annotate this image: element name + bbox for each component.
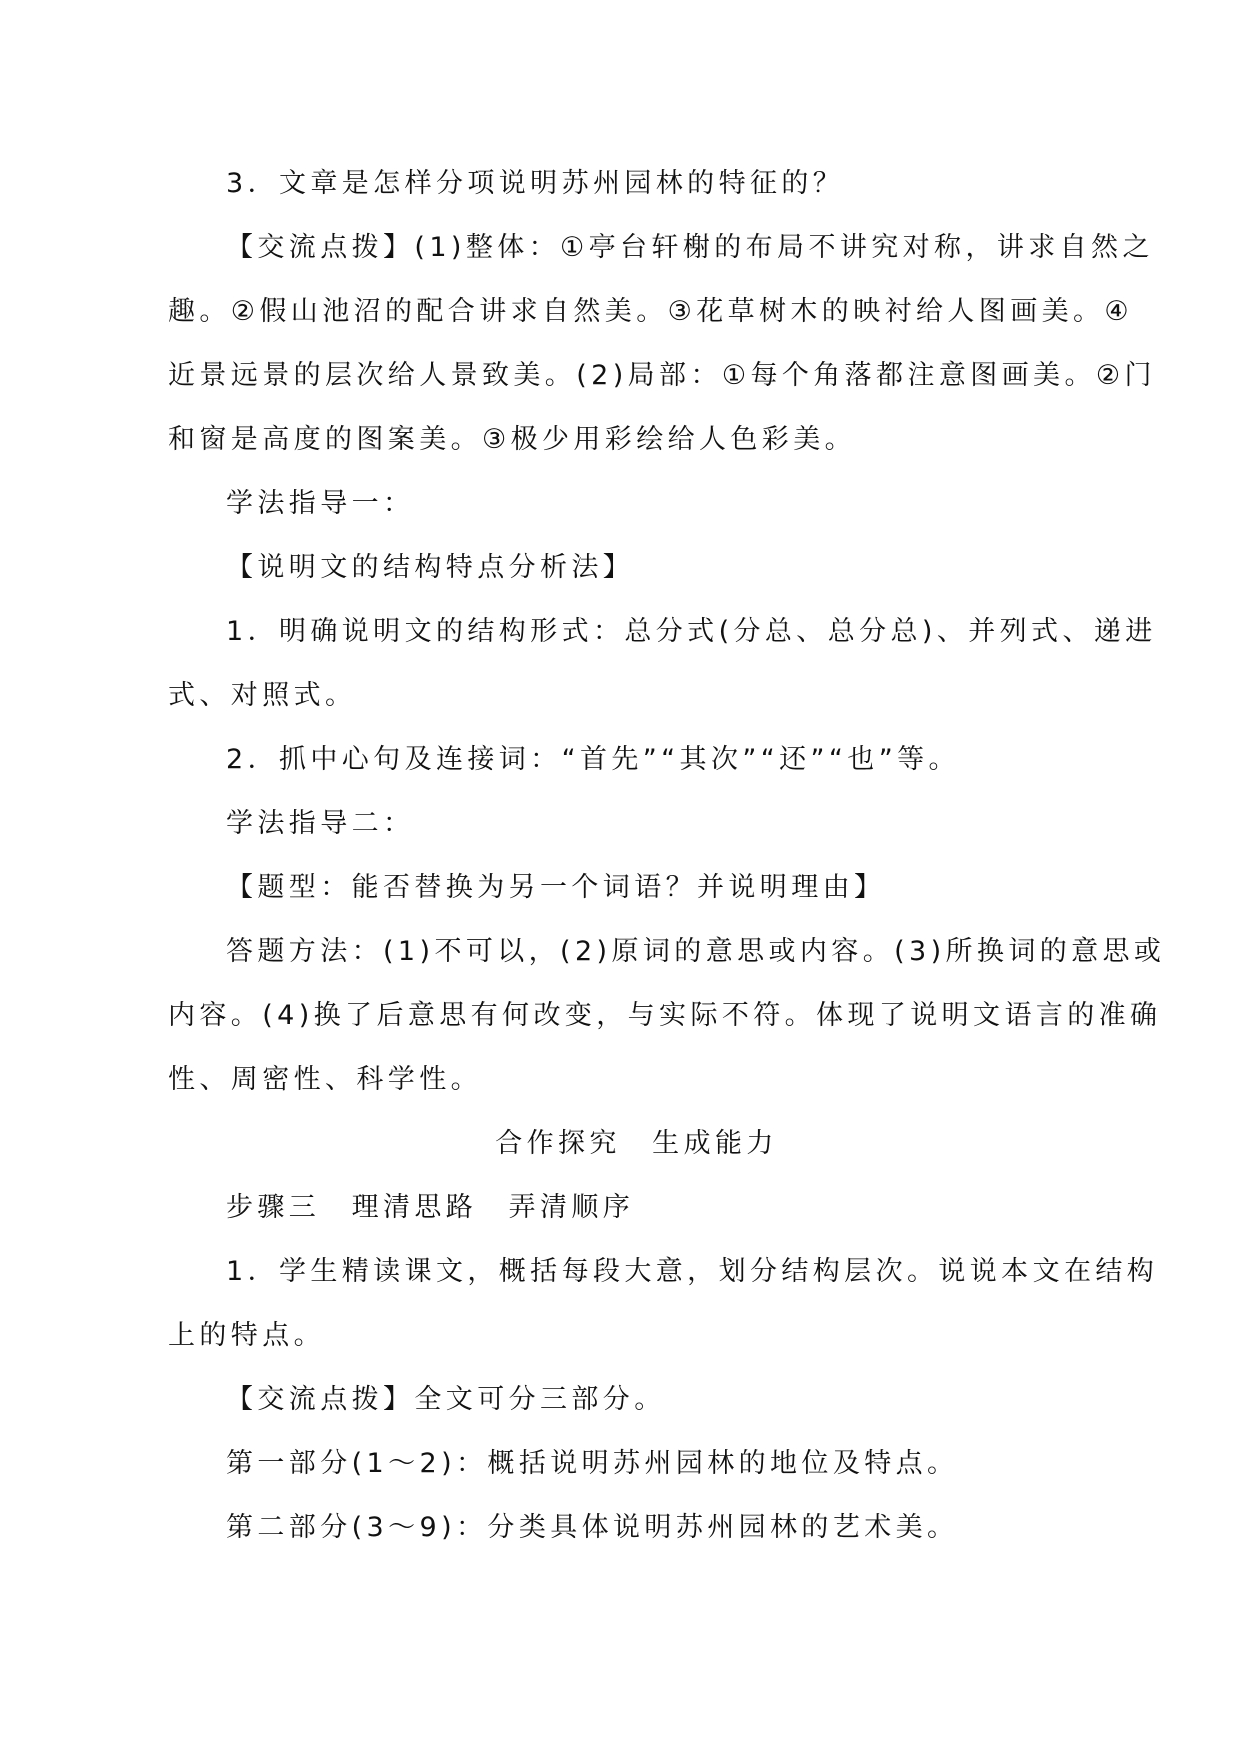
section-heading: 合作探究 生成能力 [495,1128,778,1159]
answer-method-line-3: 性、周密性、科学性。 [168,1064,482,1095]
step-3-task-1-line-2: 上的特点。 [168,1320,325,1351]
study-guide-1-point-1-line-2: 式、对照式。 [168,680,357,711]
step-3-task-1-line-1: 1．学生精读课文，概括每段大意，划分结构层次。说说本文在结构 [226,1256,1159,1287]
question-3: 3．文章是怎样分项说明苏州园林的特征的？ [226,168,845,199]
study-guide-2-title: 【题型：能否替换为另一个词语？并说明理由】 [226,872,886,903]
step-3-heading: 步骤三 理清思路 弄清顺序 [226,1192,635,1223]
study-guide-1-heading: 学法指导一： [226,488,415,519]
answer-method-line-1: 答题方法：(1)不可以，(2)原词的意思或内容。(3)所换词的意思或 [226,936,1166,967]
study-guide-2-heading: 学法指导二： [226,808,415,839]
answer-paragraph-line-2: 趣。②假山池沼的配合讲求自然美。③花草树木的映衬给人图画美。④ [168,296,1134,327]
part-2-summary: 第二部分(3～9)：分类具体说明苏州园林的艺术美。 [226,1512,959,1543]
exchange-tip: 【交流点拨】全文可分三部分。 [226,1384,666,1415]
study-guide-1-point-1-line-1: 1．明确说明文的结构形式：总分式(分总、总分总)、并列式、递进 [226,616,1157,647]
answer-method-line-2: 内容。(4)换了后意思有何改变，与实际不符。体现了说明文语言的准确 [168,1000,1162,1031]
part-1-summary: 第一部分(1～2)：概括说明苏州园林的地位及特点。 [226,1448,959,1479]
answer-paragraph-line-1: 【交流点拨】(1)整体：①亭台轩榭的布局不讲究对称，讲求自然之 [226,232,1154,263]
answer-paragraph-line-3: 近景远景的层次给人景致美。(2)局部：①每个角落都注意图画美。②门 [168,360,1156,391]
study-guide-1-title: 【说明文的结构特点分析法】 [226,552,635,583]
answer-paragraph-line-4: 和窗是高度的图案美。③极少用彩绘给人色彩美。 [168,424,857,455]
study-guide-1-point-2: 2．抓中心句及连接词：“首先”“其次”“还”“也”等。 [226,744,960,775]
